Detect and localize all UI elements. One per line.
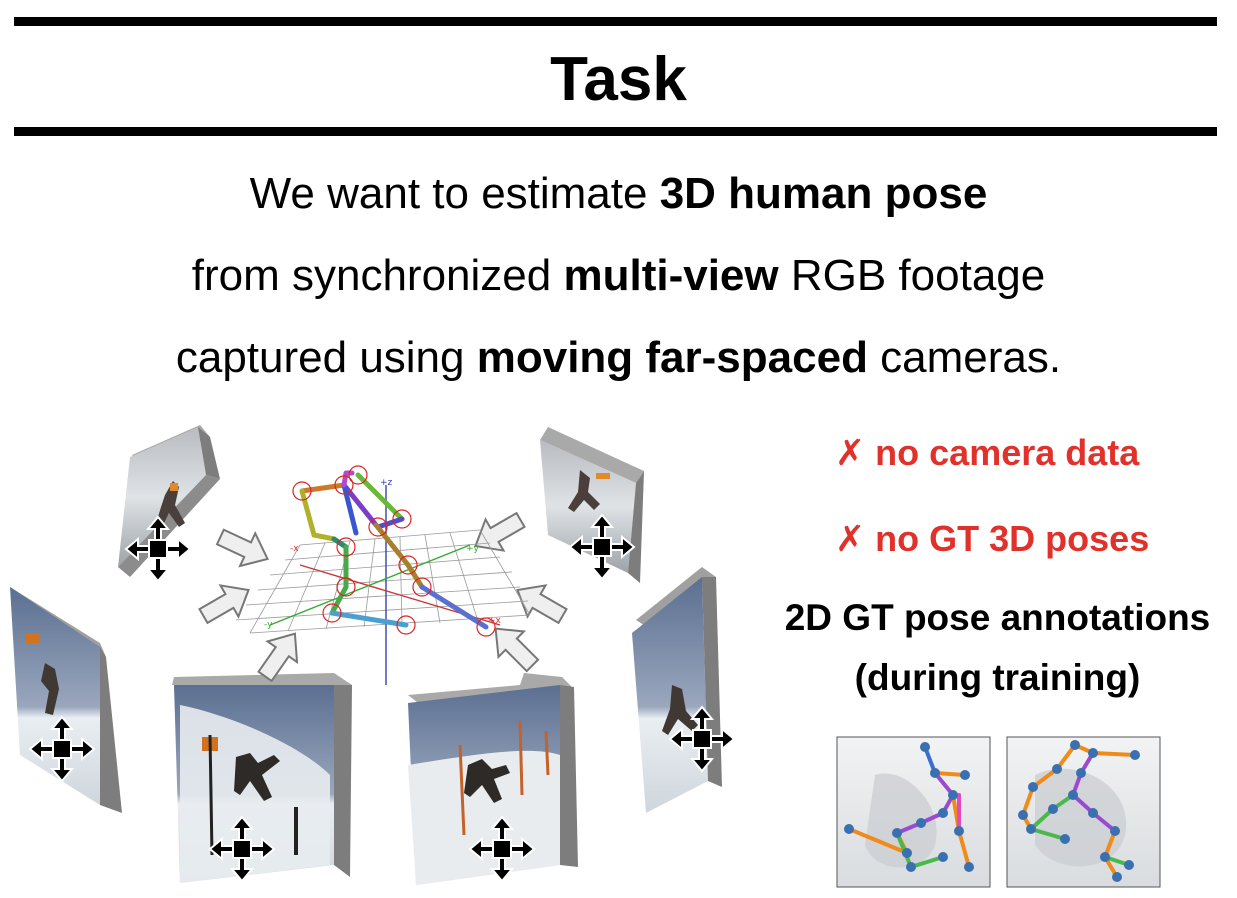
statement-text: We want to estimate <box>249 169 660 218</box>
arrow-icon <box>508 574 571 631</box>
axis-label: +x <box>488 616 501 626</box>
statement-line-1 <box>0 166 1237 222</box>
arrow-icon <box>194 574 257 631</box>
axis-label: +z <box>380 478 393 488</box>
top-rule <box>14 17 1217 26</box>
no-gt-3d-poses-label: ✗ no GT 3D poses <box>835 518 1150 559</box>
camera-view-top-right <box>540 427 644 583</box>
bottom-rule <box>14 127 1217 136</box>
axis-label: +y <box>466 544 479 554</box>
camera-view-mid-left <box>10 587 122 813</box>
camera-view-mid-right <box>632 567 722 813</box>
axis-label: -y <box>264 620 273 630</box>
axis-label: -x <box>290 544 299 554</box>
statement-line-2 <box>0 248 1237 304</box>
statement-text: captured using <box>175 333 477 382</box>
statement-emphasis: multi-view <box>563 251 779 300</box>
pose-thumbnail <box>1007 737 1160 887</box>
statement-text: from synchronized <box>191 251 564 300</box>
2d-annotations-label: 2D GT pose annotations <box>784 597 1211 638</box>
during-training-label: (during training) <box>854 657 1141 698</box>
2d-pose-thumbnails <box>835 735 1165 890</box>
pose-thumbnail <box>837 737 990 887</box>
page-title: Task <box>550 45 687 114</box>
arrow-icon <box>213 521 275 576</box>
statement-text: cameras. <box>867 333 1062 382</box>
statement-emphasis: 3D human pose <box>659 169 988 218</box>
statement-emphasis: moving far-spaced <box>476 333 868 382</box>
statement-line-3 <box>0 330 1237 386</box>
multi-view-scene <box>0 415 780 895</box>
statement-text: RGB footage <box>778 251 1046 300</box>
no-camera-data-label: ✗ no camera data <box>835 432 1140 473</box>
